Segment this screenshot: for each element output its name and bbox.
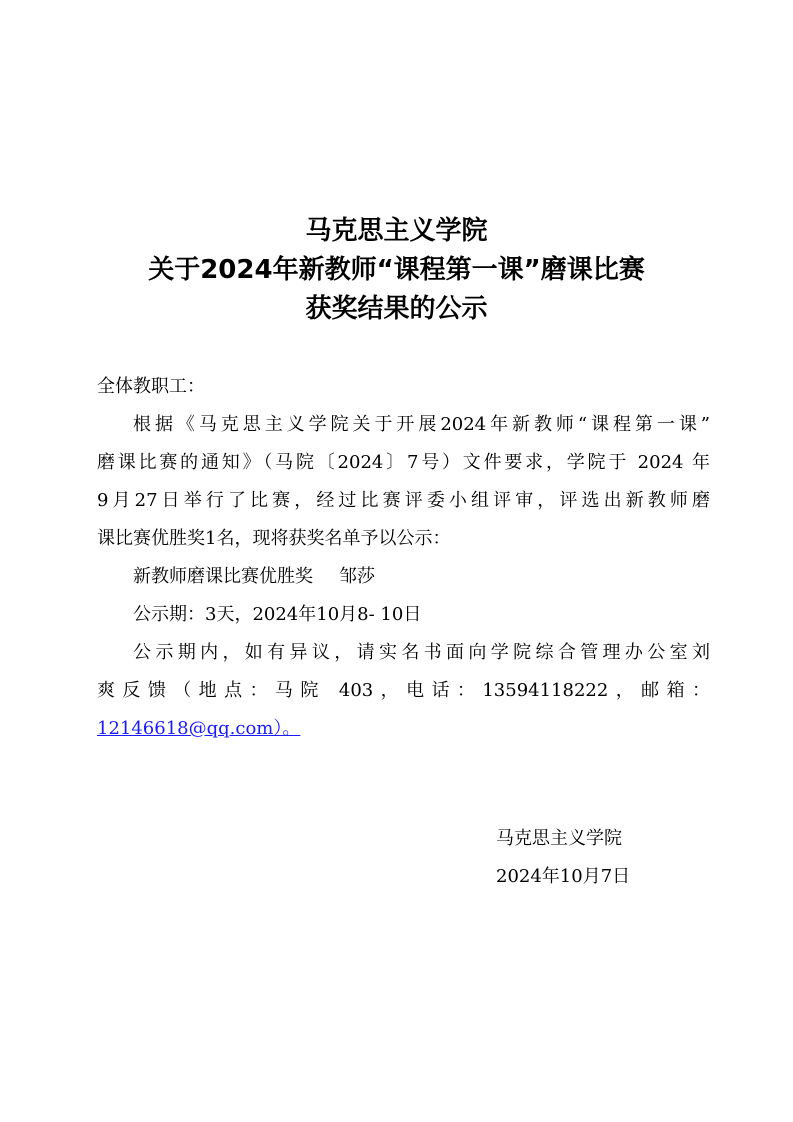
paragraph-2-line-3 bbox=[97, 710, 710, 748]
signature-block bbox=[496, 820, 630, 896]
paragraph-2-line-1: 公示期内，如有异议，请实名书面向学院综合管理办公室刘 bbox=[133, 642, 710, 663]
publicity-period: 公示期：3天，2024年10月8- 10日 bbox=[133, 604, 422, 625]
award-winner: 邹莎 bbox=[339, 566, 375, 587]
award-line bbox=[97, 558, 710, 596]
document-title bbox=[0, 212, 793, 329]
document-body bbox=[97, 368, 710, 748]
signature-org: 马克思主义学院 bbox=[496, 828, 622, 849]
paragraph-2 bbox=[97, 634, 710, 748]
paragraph-1-line-2: 磨课比赛的通知》（马院〔2024〕7号）文件要求，学院于 2024 年 bbox=[97, 452, 710, 473]
paragraph-1 bbox=[97, 406, 710, 558]
award-label: 新教师磨课比赛优胜奖 bbox=[133, 566, 313, 587]
paragraph-1-line-4: 课比赛优胜奖1名，现将获奖名单予以公示： bbox=[97, 528, 451, 549]
paragraph-1-line-3: 9月27日举行了比赛，经过比赛评委小组评审，评选出新教师磨 bbox=[97, 490, 710, 511]
paragraph-2-line-2: 爽反馈（地点：马院 403，电话：13594118222，邮箱： bbox=[97, 680, 710, 701]
greeting: 全体教职工： bbox=[97, 376, 205, 397]
paragraph-1-line-1: 根据《马克思主义学院关于开展2024年新教师“课程第一课” bbox=[133, 414, 710, 435]
title-line-3: 获奖结果的公示 bbox=[305, 294, 488, 324]
title-line-1: 马克思主义学院 bbox=[305, 216, 488, 246]
title-line-2: 关于2024年新教师“课程第一课”磨课比赛 bbox=[148, 255, 645, 285]
signature-date: 2024年10月7日 bbox=[496, 866, 631, 887]
email-link[interactable]: 12146618@qq.com）。 bbox=[97, 718, 301, 739]
